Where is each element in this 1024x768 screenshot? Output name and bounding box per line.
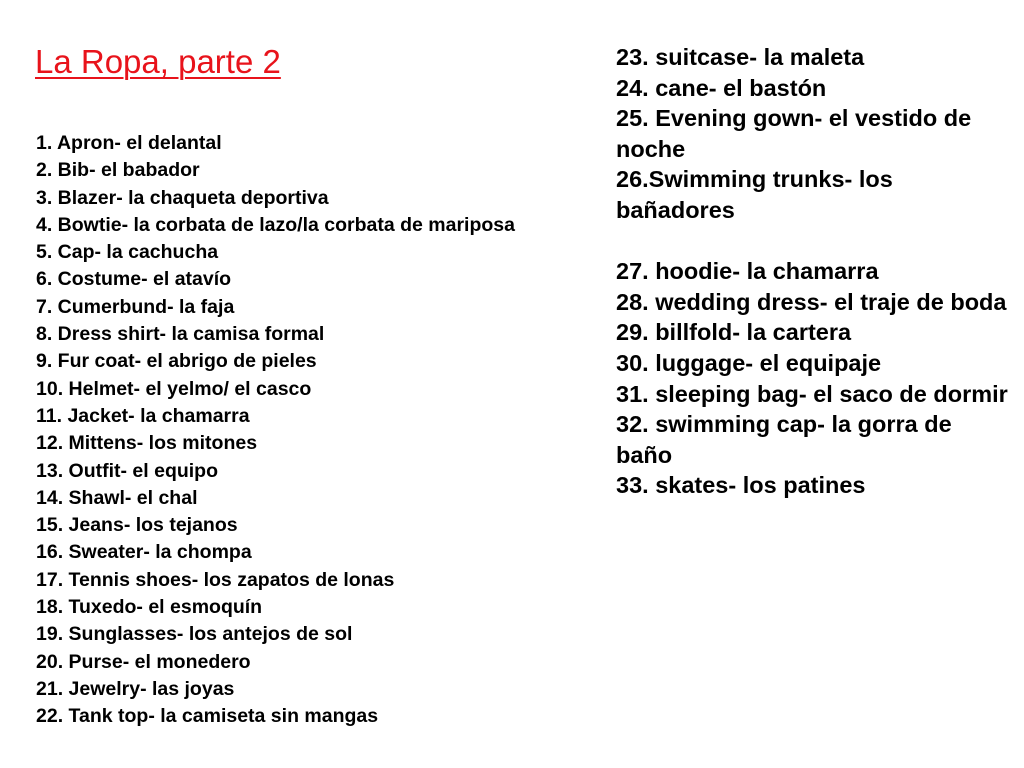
list-item: 10. Helmet- el yelmo/ el casco: [36, 377, 312, 400]
list-item: 11. Jacket- la chamarra: [36, 404, 250, 427]
list-item: 6. Costume- el atavío: [36, 268, 232, 291]
list-item: 8. Dress shirt- la camisa formal: [36, 323, 325, 346]
list-item: 3. Blazer- la chaqueta deportiva: [36, 186, 329, 209]
list-item: 12. Mittens- los mitones: [36, 432, 258, 455]
list-item: 18. Tuxedo- el esmoquín: [36, 596, 263, 619]
list-item: 1. Apron- el delantal: [36, 132, 222, 154]
list-item: 20. Purse- el monedero: [36, 650, 251, 673]
list-item: 24. cane- el bastón: [616, 74, 827, 101]
list-item: 23. suitcase- la maleta: [616, 44, 865, 70]
list-item: 28. wedding dress- el traje de boda: [616, 288, 1007, 315]
list-item: 30. luggage- el equipaje: [616, 349, 882, 376]
slide-title: La Ropa, parte 2: [35, 43, 281, 80]
list-item: 5. Cap- la cachucha: [36, 241, 219, 264]
vocabulary-list-right: [616, 42, 1011, 501]
list-item: 27. hoodie- la chamarra: [616, 258, 879, 285]
vocabulary-list-left: [36, 130, 515, 731]
list-item: 2. Bib- el babador: [36, 159, 200, 182]
list-item: 9. Fur coat- el abrigo de pieles: [36, 350, 317, 373]
list-item: 29. billfold- la cartera: [616, 319, 852, 346]
list-item: 13. Outfit- el equipo: [36, 459, 219, 482]
list-item: 32. swimming cap- la gorra de baño: [616, 411, 952, 468]
list-item: 14. Shawl- el chal: [36, 486, 198, 509]
list-item: 21. Jewelry- las joyas: [36, 677, 235, 700]
list-item: 7. Cumerbund- la faja: [36, 295, 235, 318]
list-item: 22. Tank top- la camiseta sin mangas: [36, 705, 379, 728]
list-item: 4. Bowtie- la corbata de lazo/la corbata de mariposa: [36, 213, 515, 236]
list-item: 25. Evening gown- el vestido de noche: [616, 105, 972, 162]
list-item: 33. skates- los patines: [616, 472, 866, 499]
list-item: 19. Sunglasses- los antejos de sol: [36, 623, 353, 646]
list-item: 31. sleeping bag- el saco de dormir: [616, 380, 1008, 407]
list-item: 15. Jeans- los tejanos: [36, 514, 238, 537]
list-item: 17. Tennis shoes- los zapatos de lonas: [36, 568, 395, 591]
list-item: 26.Swimming trunks- los bañadores: [616, 166, 893, 223]
list-item: 16. Sweater- la chompa: [36, 541, 252, 564]
